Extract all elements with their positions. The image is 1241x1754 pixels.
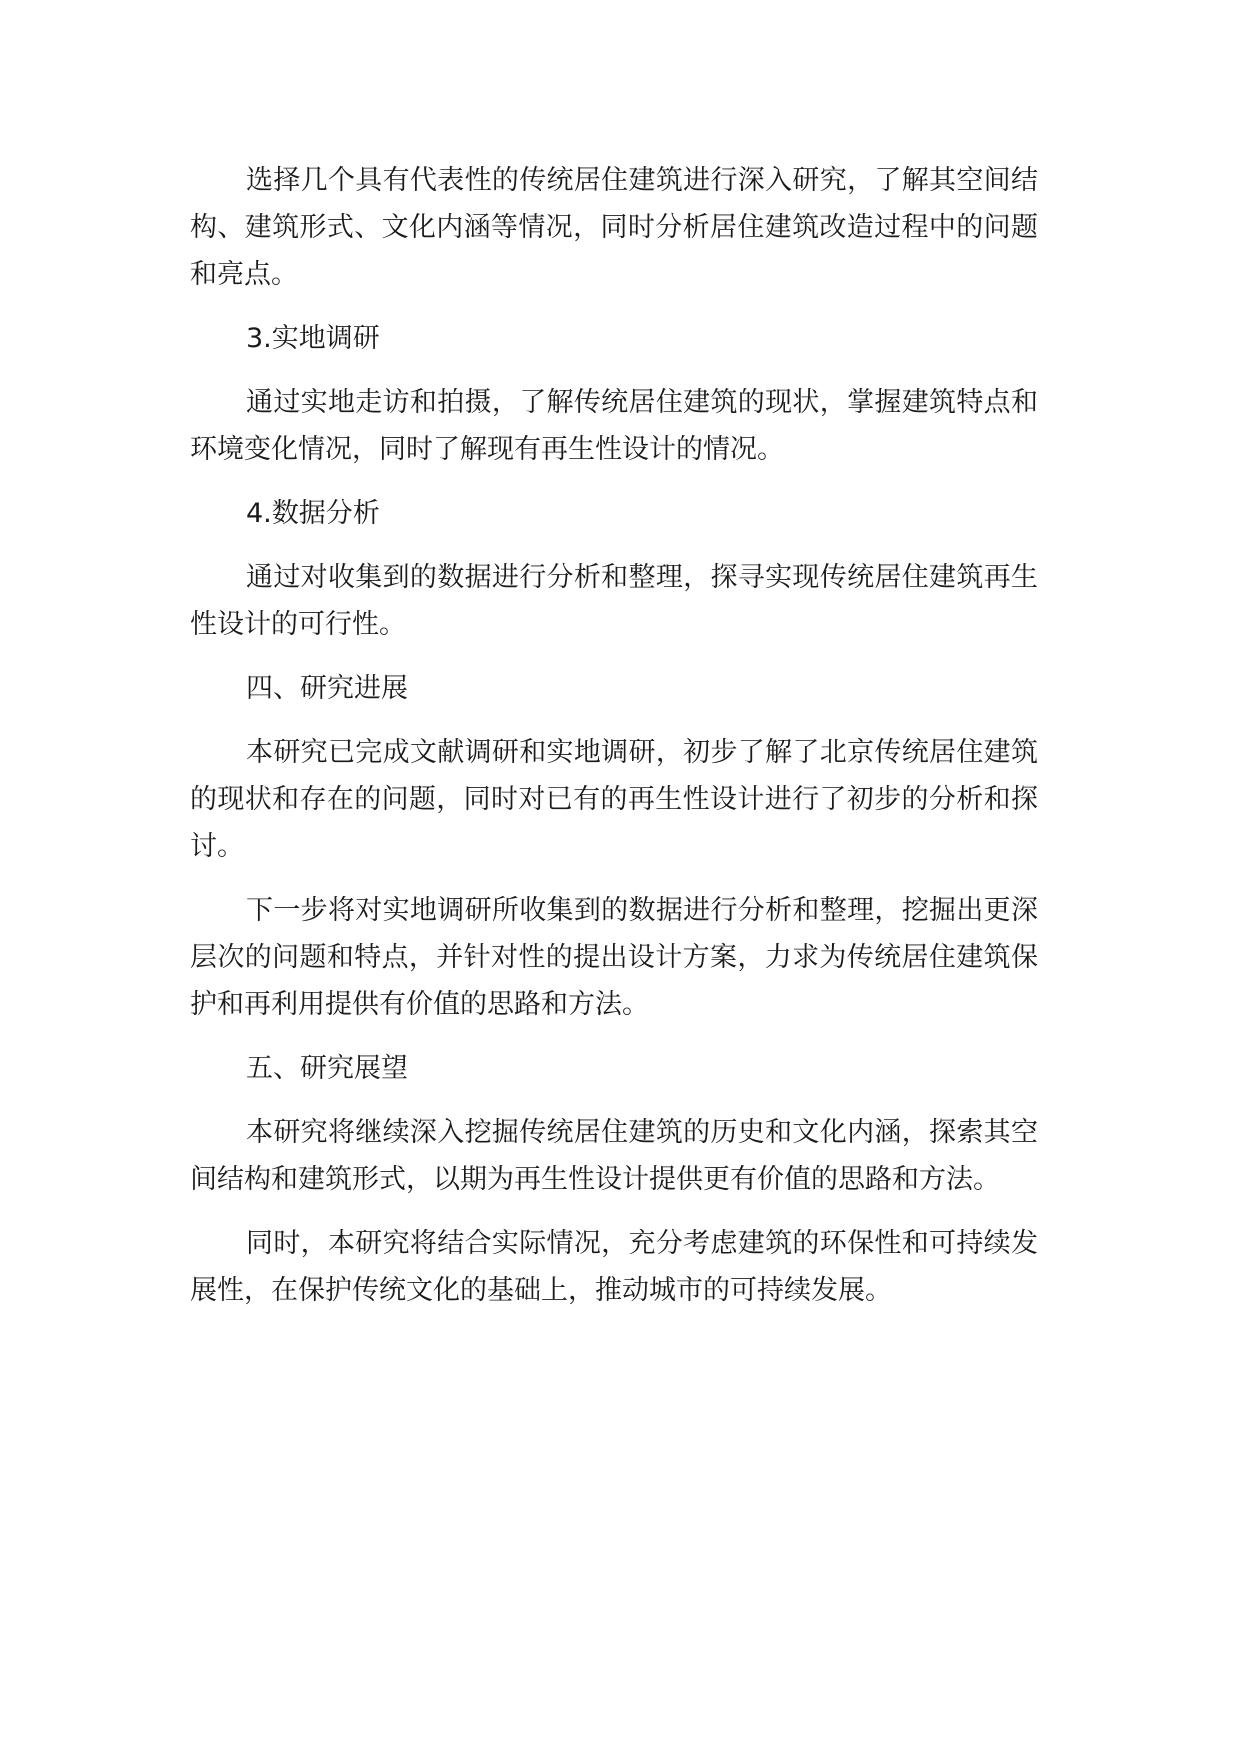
paragraph-research-progress: 本研究已完成文献调研和实地调研，初步了解了北京传统居住建筑的现状和存在的问题，同时对已有的再生性设计进行了初步的分析和探讨。 <box>190 737 1038 862</box>
paragraph-research-outlook: 本研究将继续深入挖掘传统居住建筑的历史和文化内涵，探索其空间结构和建筑形式，以期为再生性设计提供更有价值的思路和方法。 <box>190 1117 1038 1195</box>
section-heading-field-survey: 3.实地调研 <box>246 323 380 354</box>
paragraph-case-study: 选择几个具有代表性的传统居住建筑进行深入研究，了解其空间结构、建筑形式、文化内涵等情况，同时分析居住建筑改造过程中的问题和亮点。 <box>190 165 1038 290</box>
section-heading-research-outlook: 五、研究展望 <box>246 1053 408 1084</box>
paragraph-data-analysis: 通过对收集到的数据进行分析和整理，探寻实现传统居住建筑再生性设计的可行性。 <box>190 562 1038 640</box>
page-content <box>190 157 1038 1331</box>
paragraph-sustainability: 同时，本研究将结合实际情况，充分考虑建筑的环保性和可持续发展性，在保护传统文化的基础上，推动城市的可持续发展。 <box>190 1228 1038 1306</box>
section-heading-research-progress: 四、研究进展 <box>246 673 408 704</box>
paragraph-next-steps: 下一步将对实地调研所收集到的数据进行分析和整理，挖掘出更深层次的问题和特点，并针对性的提出设计方案，力求为传统居住建筑保护和再利用提供有价值的思路和方法。 <box>190 895 1038 1020</box>
paragraph-field-survey: 通过实地走访和拍摄，了解传统居住建筑的现状，掌握建筑特点和环境变化情况，同时了解现有再生性设计的情况。 <box>190 387 1038 465</box>
section-heading-data-analysis: 4.数据分析 <box>246 498 380 529</box>
